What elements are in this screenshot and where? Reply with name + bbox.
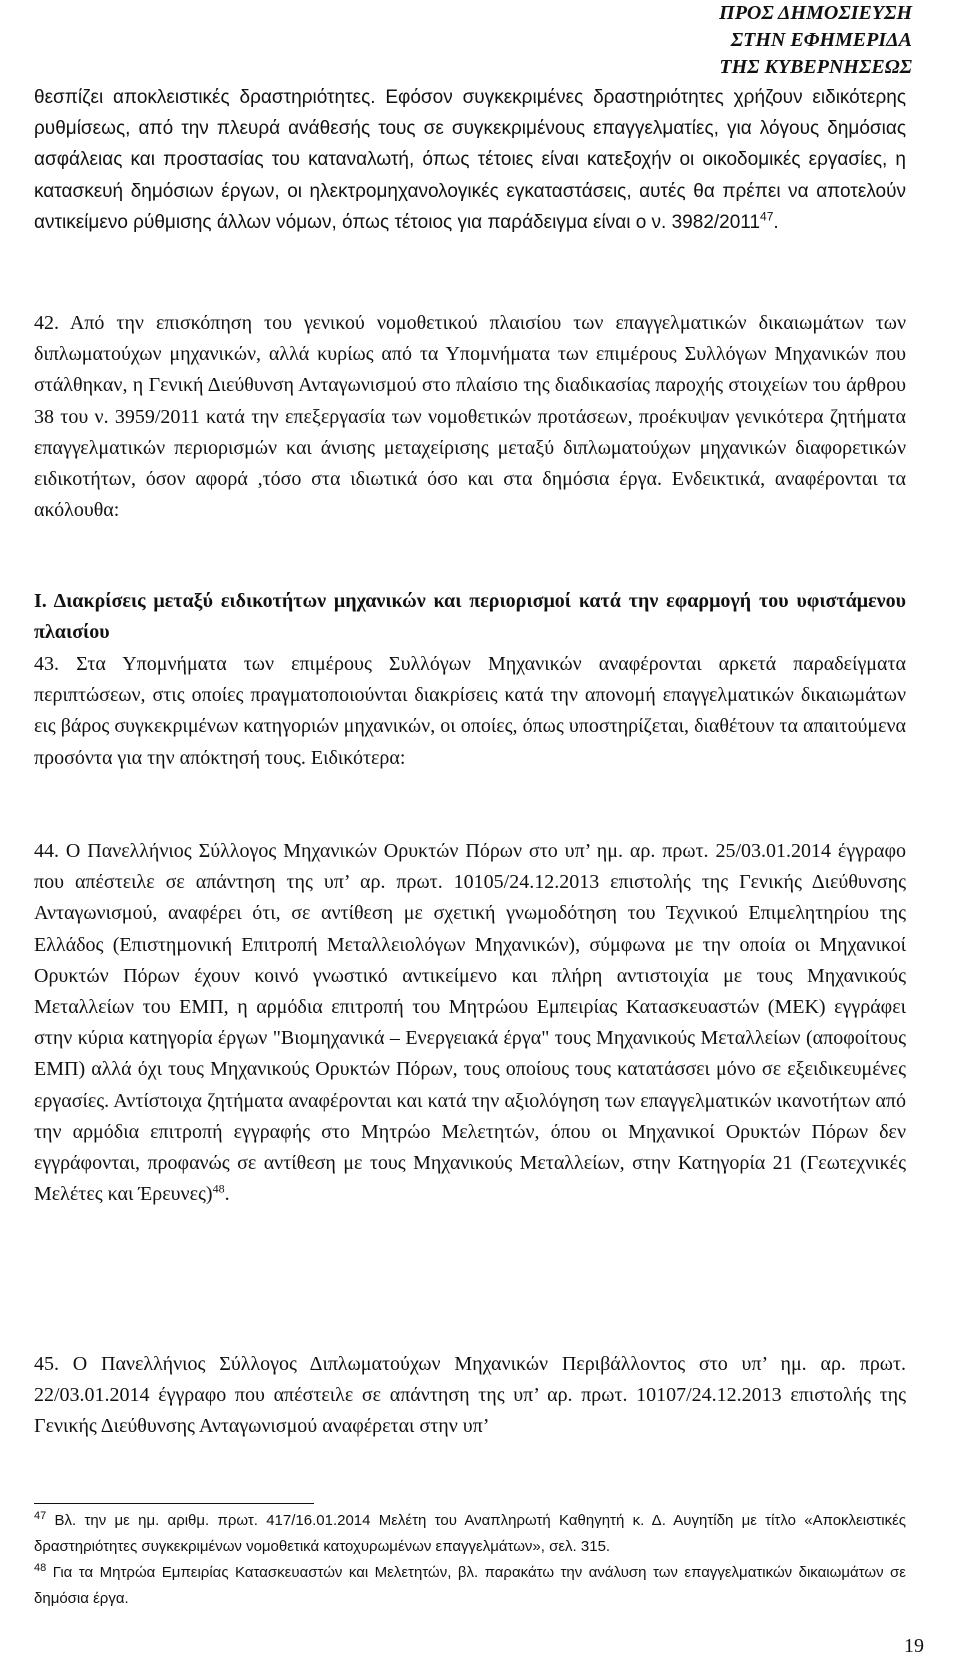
header-line-1: ΠΡΟΣ ΔΗΜΟΣΙΕΥΣΗ xyxy=(719,2,912,24)
paragraph-end: . xyxy=(773,211,779,233)
section-heading xyxy=(34,586,906,648)
footnote-number: 48 xyxy=(34,1562,47,1574)
paragraph-45: 45. Ο Πανελλήνιος Σύλλογος Διπλωματούχων Μηχανικών Περιβάλλοντος στο υπ’ ημ. αρ. πρωτ. 22/03.01.2014 έγγραφο που απέστειλε σε απάντηση της υπ’ αρ. πρωτ. 10107/24.12.2013 επιστολής της Γενικής Διεύθυνσης Ανταγωνισμού αναφέρεται στην υπ’ xyxy=(34,1353,906,1438)
footnotes xyxy=(34,1508,906,1612)
footnote-divider xyxy=(34,1503,314,1504)
page-number: 19 xyxy=(904,1635,924,1657)
paragraph-end: . xyxy=(224,1183,230,1206)
paragraph-43: 43. Στα Υπομνήματα των επιμέρους Συλλόγων Μηχανικών αναφέρονται αρκετά παραδείγματα περιπτώσεων, στις οποίες πραγματοποιούνται διακρίσεις κατά την απονομή επαγγελματικών δικαιωμάτων εις βάρος συγκεκριμένων κατηγοριών μηχανικών, οι οποίες, όπως υποστηρίζεται, διαθέτουν τα απαιτούμενα προσόντα για την απόκτησή τους. Ειδικότερα: xyxy=(34,653,906,769)
footnote-48 xyxy=(34,1560,906,1612)
header-line-3: ΤΗΣ ΚΥΒΕΡΝΗΣΕΩΣ xyxy=(719,56,912,78)
paragraph-text: 44. Ο Πανελλήνιος Σύλλογος Μηχανικών Ορυκτών Πόρων στο υπ’ ημ. αρ. πρωτ. 25/03.01.2014 έγγραφο που απέστειλε σε απάντηση της υπ’ αρ. πρωτ. 10105/24.12.2013 επιστολής της Γενικής Διεύθυνσης Ανταγωνισμού, αναφέρει ότι, σε αντίθεση με σχετική γνωμοδότηση του Τεχνικού Επιμελητηρίου της Ελλάδος (Επιστημονική Επιτροπή Μεταλλειολόγων Μηχανικών), σύμφωνα με την οποία οι Μηχανικοί Ορυκτών Πόρων έχουν κοινό γνωστικό αντικείμενο και πλήρη αντιστοιχία με τους Μηχανικούς Μεταλλείων του ΕΜΠ, η αρμόδια επιτροπή του Μητρώου Εμπειρίας Κατασκευαστών (ΜΕΚ) εγγράφει στην κύρια κατηγορία έργων "Βιομηχανικά – Ενεργειακά έργα" τους Μηχανικούς Μεταλλείων (αποφοίτους ΕΜΠ) αλλά όχι τους Μηχανικούς Ορυκτών Πόρων, τους οποίους τους κατατάσσει μόνο σε εξειδικευμένες εργασίες. Αντίστοιχα ζητήματα αναφέρονται και κατά την αξιολόγηση των επαγγελματικών ικανοτήτων από την αρμόδια επιτροπή εγγραφής στο Μητρώο Μελετητών, όπου οι Μηχανικοί Ορυκτών Πόρων δεν εγγράφονται, προφανώς σε αντίθεση με τους Μηχανικούς Μεταλλείων, στην Κατηγορία 21 (Γεωτεχνικές Μελέτες και Έρευνες) xyxy=(34,840,906,1206)
footnote-text: Για τα Μητρώα Εμπειρίας Κατασκευαστών και Μελετητών, βλ. παρακάτω την ανάλυση των επαγγελματικών δικαιωμάτων σε δημόσια έργα. xyxy=(34,1564,906,1607)
footnote-ref-47[interactable]: 47 xyxy=(760,209,774,224)
section-number: Ι. xyxy=(34,590,47,612)
publication-header xyxy=(719,0,912,81)
paragraph-42: 42. Από την επισκόπηση του γενικού νομοθετικού πλαισίου των επαγγελματικών δικαιωμάτων των διπλωματούχων μηχανικών, αλλά κυρίως από τα Υπομνήματα των επιμέρους Συλλόγων Μηχανικών που στάλθηκαν, η Γενική Διεύθυνση Ανταγωνισμού στο πλαίσιο της διαδικασίας παροχής στοιχείων του άρθρου 38 του ν. 3959/2011 κατά την επεξεργασία των νομοθετικών προτάσεων, προέκυψαν γενικότερα ζητήματα επαγγελματικών περιορισμών και άνισης μεταχείρισης μεταξύ διπλωματούχων μηχανικών διαφορετικών ειδικοτήτων, όσον αφορά ,τόσο στα ιδιωτικά όσο και στα δημόσια έργα. Ενδεικτικά, αναφέρονται τα ακόλουθα: xyxy=(34,312,906,522)
footnote-number: 47 xyxy=(34,1510,47,1522)
header-line-2: ΣΤΗΝ ΕΦΗΜΕΡΙΔΑ xyxy=(730,29,912,51)
footnote-47 xyxy=(34,1508,906,1560)
paragraph-continuation xyxy=(34,82,906,238)
footnote-text: Βλ. την με ημ. αριθμ. πρωτ. 417/16.01.2014 Μελέτη του Αναπληρωτή Καθηγητή κ. Δ. Αυγητίδη με τίτλο «Αποκλειστικές δραστηριότητες συγκεκριμένων νομοθετικά κατοχυρωμένων επαγγελμάτων», σελ. 315. xyxy=(34,1512,907,1555)
section-title: Διακρίσεις μεταξύ ειδικοτήτων μηχανικών και περιορισμοί κατά την εφαρμογή του υφιστάμενου πλαισίου xyxy=(34,590,906,644)
footnote-ref-48[interactable]: 48 xyxy=(212,1181,225,1196)
paragraph-44 xyxy=(34,836,906,1210)
paragraph-text: θεσπίζει αποκλειστικές δραστηριότητες. Εφόσον συγκεκριμένες δραστηριότητες χρήζουν ειδικότερης ρυθμίσεως, από την πλευρά ανάθεσής τους σε συγκεκριμένους επαγγελματίες, για λόγους δημόσιας ασφάλειας και προστασίας του καταναλωτή, όπως τέτοιες είναι κατεξοχήν οι οικοδομικές εργασίες, η κατασκευή δημόσιων έργων, οι ηλεκτρομηχανολογικές εγκαταστάσεις, αυτές θα πρέπει να αποτελούν αντικείμενο ρύθμισης άλλων νόμων, όπως τέτοιος για παράδειγμα είναι ο ν. 3982/2011 xyxy=(34,87,906,233)
